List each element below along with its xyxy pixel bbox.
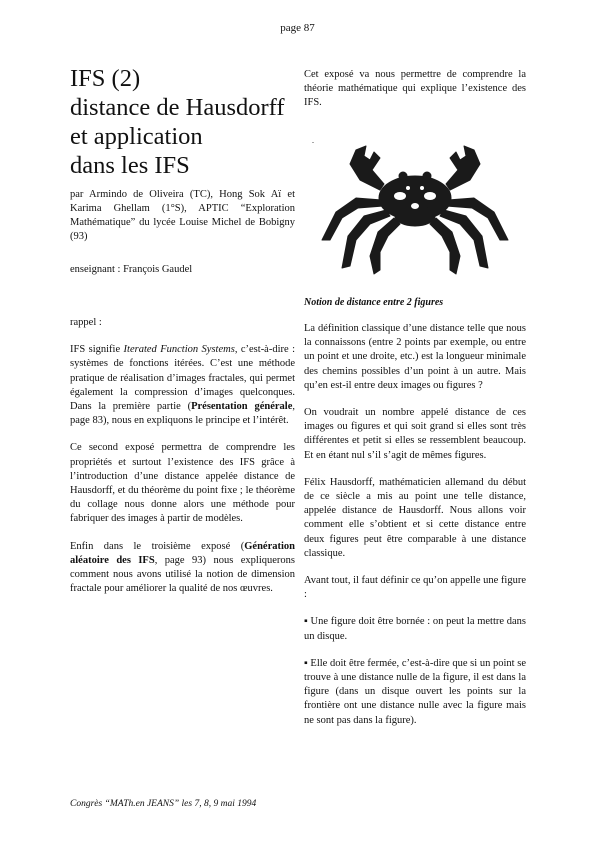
section-heading: Notion de distance entre 2 figures bbox=[304, 297, 444, 308]
left-column bbox=[70, 316, 295, 596]
bullet-closed: ▪ Elle doit être fermée, c’est-à-dire que si un point se trouve à une distance nulle de la figure, il est dans la figure (dans un disque ouvert les points sur la frontière ont une distance nulle avec la figure mais ne sont pas dans la figure). bbox=[304, 657, 526, 726]
paragraph-ifs-definition bbox=[70, 343, 295, 428]
text: , page 93) nous expliquerons comment nous avons utilisé la notion de dimension fractale pour améliorer la qualité de nos œuvres. bbox=[70, 554, 295, 595]
title-line: distance de Hausdorff bbox=[70, 94, 285, 121]
article-title bbox=[70, 64, 295, 180]
title-line: IFS (2) bbox=[70, 65, 141, 92]
paragraph-classic-distance: La définition classique d’une distance telle que nous la connaissons (entre 2 points par exemple, ou entre un point et une droite, etc.) est la longueur minimale des chemins possibles d’un point à un autre. Mais qu’en est-il entre deux images ou figures ? bbox=[304, 323, 526, 391]
reference-presentation: Présentation générale bbox=[191, 401, 293, 413]
crab-fractal-image bbox=[308, 140, 522, 280]
text: IFS signifie bbox=[70, 344, 124, 356]
reference-generation: Génération aléatoire des IFS bbox=[70, 540, 295, 566]
title-line: dans les IFS bbox=[70, 152, 190, 179]
emphasis: Iterated Function Systems bbox=[123, 344, 235, 356]
authors: par Armindo de Oliveira (TC), Hong Sok Aï et Karima Ghellam (1°S), APTIC “Exploration Mathématique” du lycée Louise Michel de Bobigny (93) bbox=[70, 189, 295, 242]
page-number: page 87 bbox=[280, 22, 315, 34]
footer: Congrès “MATh.en JEANS” les 7, 8, 9 mai 1994 bbox=[70, 799, 257, 809]
text: Enfin dans le troisième exposé ( bbox=[70, 540, 245, 552]
stray-dot: . bbox=[312, 136, 314, 145]
right-column bbox=[304, 322, 526, 728]
paragraph-second-talk: Ce second exposé permettra de comprendre les propriétés et surtout l’existence des IFS grâce à l’introduction d’une distance appelée distance de Hausdorff, et du théorème du point fixe ; le théorème du collage nous donne alors une méthode pour fabriquer des images à partir de modèles. bbox=[70, 442, 295, 525]
paragraph-distance-wish: On voudrait un nombre appelé distance de ces images ou figures et qui soit grand si elles sont très différentes et petit si elles se ressemblent beaucoup. Et en étant nul s’il s’agit de mêmes figures. bbox=[304, 407, 526, 461]
paragraph-figure-definition: Avant tout, il faut définir ce qu’on appelle une figure : bbox=[304, 575, 526, 601]
intro-paragraph: Cet exposé va nous permettre de comprendre la théorie mathématique qui explique l’existence des IFS. bbox=[304, 69, 526, 109]
bullet-bounded: ▪ Une figure doit être bornée : on peut la mettre dans un disque. bbox=[304, 616, 526, 642]
paragraph-third-talk bbox=[70, 540, 295, 597]
rappel-label: rappel : bbox=[70, 317, 102, 328]
title-line: et application bbox=[70, 123, 203, 150]
text: , c’est-à-dire : systèmes de fonctions itérées. C’est une méthode pratique de réalisation d’images fractales, qui permet également la compression d’images quelconques. Dans la première partie ( bbox=[70, 344, 296, 413]
teacher: enseignant : François Gaudel bbox=[70, 264, 193, 275]
text: , page 83), nous en expliquons le principe et l’intérêt. bbox=[70, 401, 295, 427]
paragraph-hausdorff: Félix Hausdorff, mathématicien allemand du début de ce siècle a mis au point une telle distance, appelée distance de Hausdorff. Nous allons voir comment elle s’obtient et si cette distance entre deux figures peut être comparable à une distance classique. bbox=[304, 476, 526, 559]
